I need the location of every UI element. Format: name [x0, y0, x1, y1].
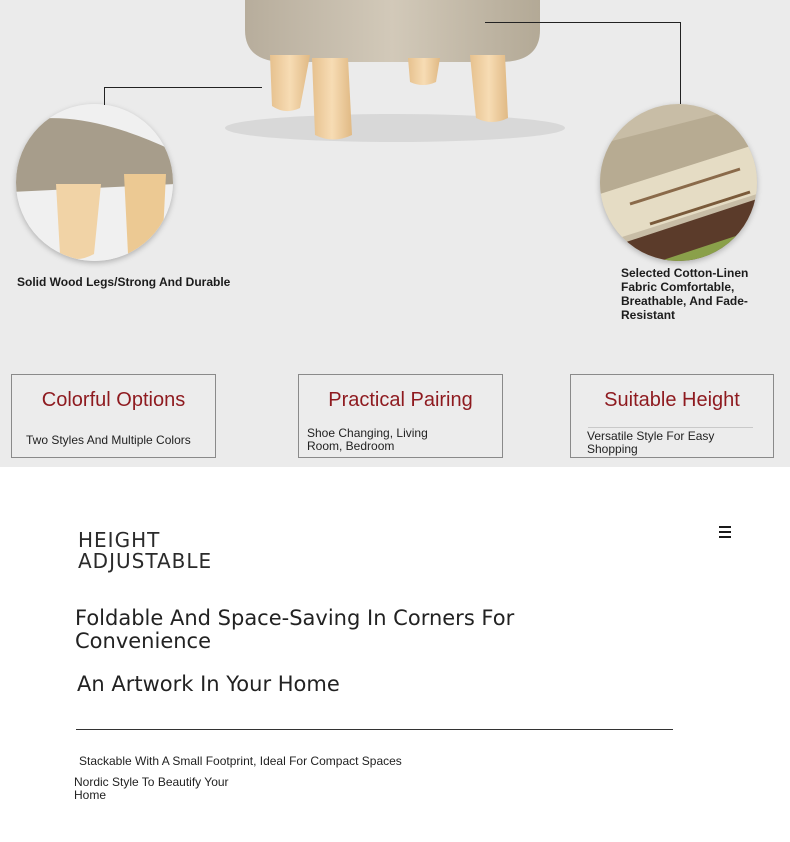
feature-suitable-height [570, 374, 774, 458]
feature-subtitle: Two Styles And Multiple Colors [26, 433, 191, 447]
wood-legs-caption: Solid Wood Legs/Strong And Durable [17, 275, 231, 289]
detail-text-1: Stackable With A Small Footprint, Ideal For Compact Spaces [79, 754, 402, 768]
feature-subtitle: Shoe Changing, Living Room, Bedroom [307, 426, 428, 453]
section-divider [76, 729, 673, 730]
left-callout-line [104, 87, 262, 88]
section-label: HEIGHT ADJUSTABLE [78, 528, 213, 573]
feature-title: Suitable Height [604, 389, 740, 411]
section-headline: Foldable And Space-Saving In Corners For Convenience [75, 606, 515, 653]
hamburger-menu-icon[interactable] [717, 523, 735, 541]
feature-practical-pairing [298, 374, 503, 458]
feature-colorful-options [11, 374, 216, 458]
fabric-detail-image [600, 104, 757, 261]
feature-rule [588, 427, 753, 428]
feature-title: Practical Pairing [328, 389, 473, 411]
section-subheadline: An Artwork In Your Home [77, 672, 340, 696]
feature-subtitle: Versatile Style For Easy Shopping [587, 429, 715, 456]
right-callout-line [485, 22, 681, 23]
detail-text-2: Nordic Style To Beautify Your Home [74, 775, 229, 802]
wood-legs-detail-image [16, 104, 173, 261]
right-callout-line-v [680, 22, 681, 104]
left-callout-line-v [104, 87, 105, 105]
feature-title: Colorful Options [41, 389, 186, 411]
fabric-caption: Selected Cotton-Linen Fabric Comfortable, Breathable, And Fade-Resistant [621, 266, 749, 322]
